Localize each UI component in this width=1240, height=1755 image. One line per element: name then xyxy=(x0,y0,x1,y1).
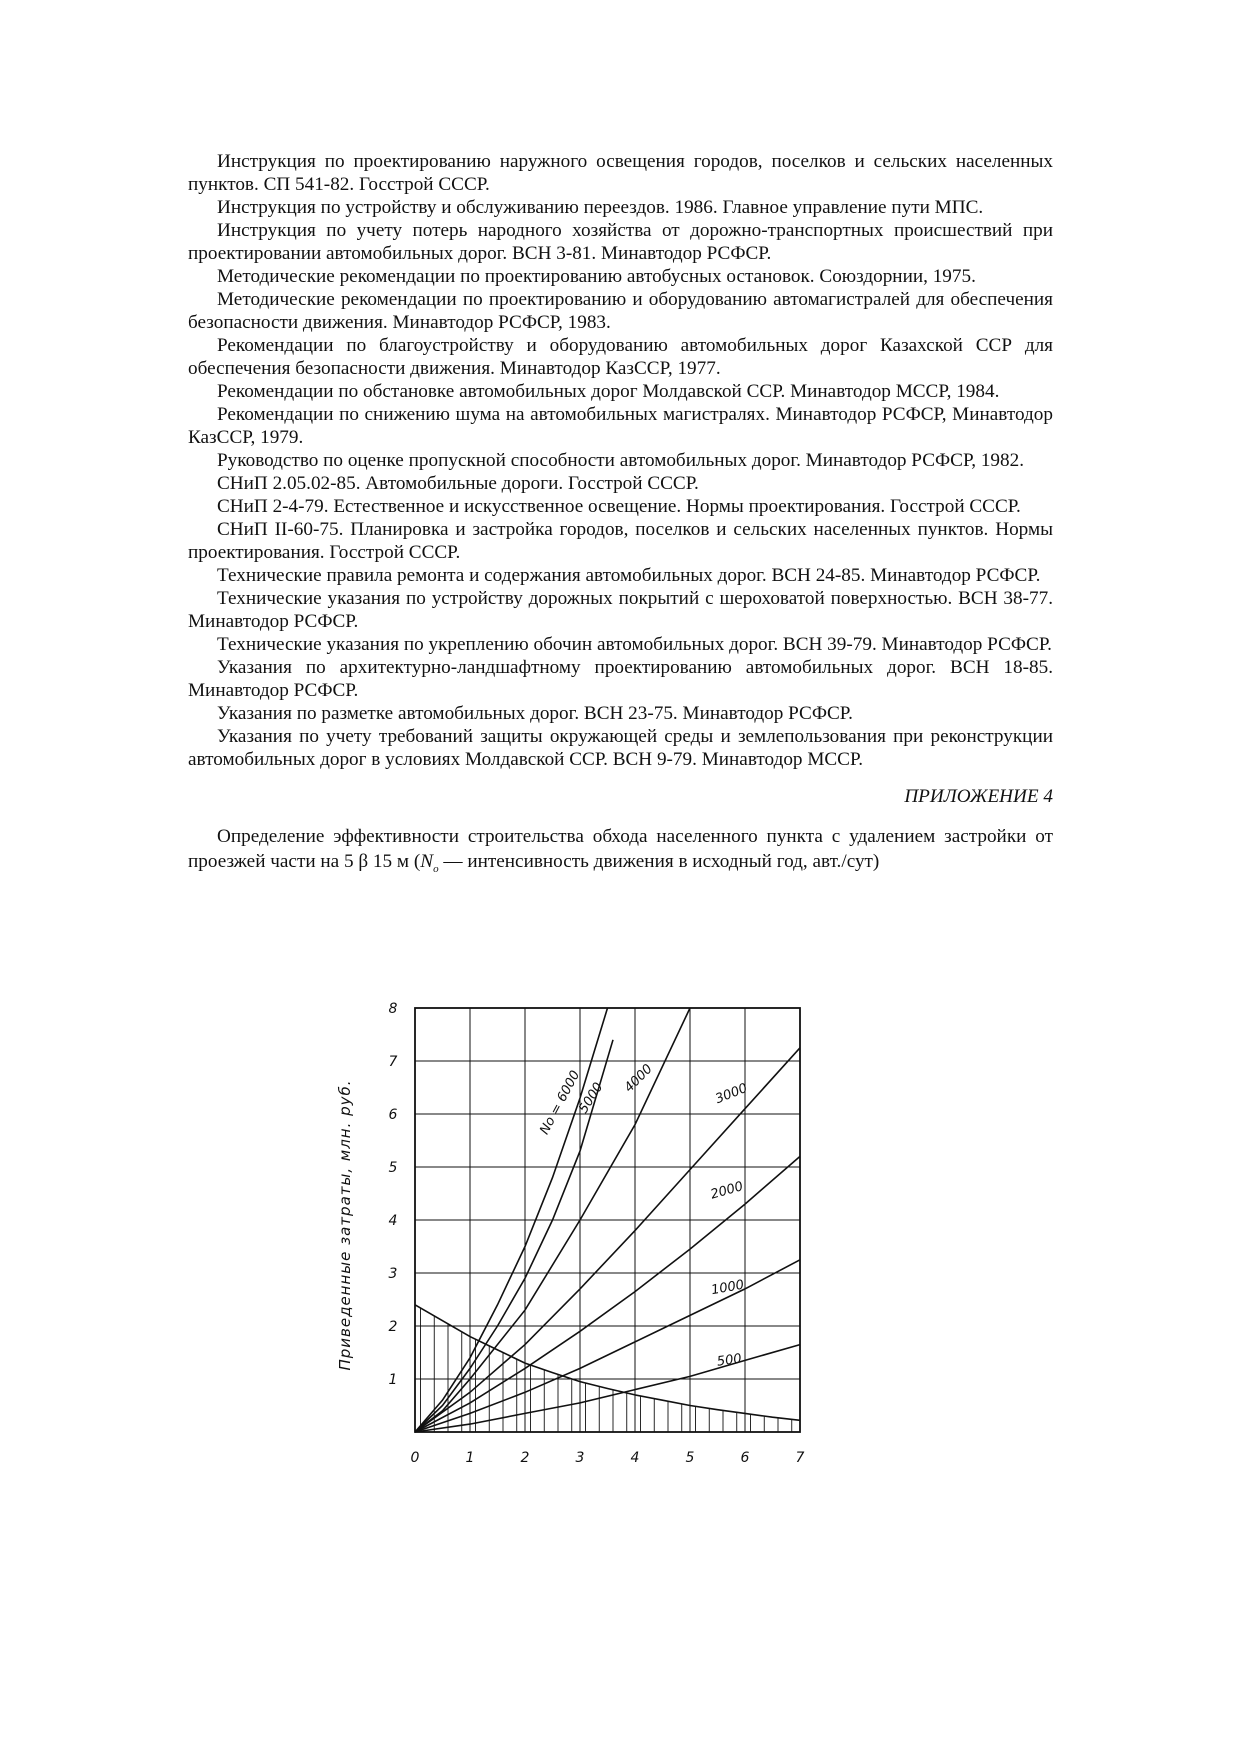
curve-label: 5000 xyxy=(576,1080,607,1117)
series-line xyxy=(415,1305,800,1421)
reference-item: Рекомендации по обстановке автомобильных дорог Молдавской ССР. Минавтодор МССР, 1984. xyxy=(217,381,1000,402)
x-tick-label: 7 xyxy=(795,1450,805,1466)
x-tick-label: 6 xyxy=(740,1450,750,1466)
x-tick-label: 1 xyxy=(465,1450,475,1466)
reference-item: Указания по архитектурно-ландшафтному проектированию автомобильных дорог. ВСН 18-85. Минавтодор РСФСР. xyxy=(188,657,1053,701)
x-tick-label: 0 xyxy=(410,1450,420,1466)
x-tick-label: 3 xyxy=(575,1450,585,1466)
curve-label: 1000 xyxy=(710,1277,746,1299)
reference-item: СНиП 2.05.02-85. Автомобильные дороги. Госстрой СССР. xyxy=(217,473,699,494)
curve-label: 3000 xyxy=(713,1080,750,1108)
reference-item: Методические рекомендации по проектированию и оборудованию автомагистралей для обеспечения безопасности движения. Минавтодор РСФСР, 1983. xyxy=(188,289,1053,333)
reference-item: Технические правила ремонта и содержания автомобильных дорог. ВСН 24-85. Минавтодор РСФСР. xyxy=(217,565,1041,586)
curve-label: 4000 xyxy=(621,1061,656,1096)
reference-item: СНиП 2-4-79. Естественное и искусственное освещение. Нормы проектирования. Госстрой СССР. xyxy=(217,496,1021,517)
y-tick-label: 4 xyxy=(388,1213,398,1229)
reference-item: Технические указания по укреплению обочин автомобильных дорог. ВСН 39-79. Минавтодор РСФСР. xyxy=(217,634,1052,655)
cost-chart xyxy=(320,1000,920,1620)
curve-label: 2000 xyxy=(708,1179,745,1203)
y-axis-label: Приведенные затраты, млн. руб. xyxy=(336,1079,354,1371)
y-tick-label: 7 xyxy=(388,1054,398,1070)
y-tick-label: 1 xyxy=(388,1372,398,1388)
caption-text-after: — интенсивность движения в исходный год, авт./сут) xyxy=(438,851,880,872)
x-tick-label: 2 xyxy=(520,1450,530,1466)
y-tick-label: 3 xyxy=(388,1266,398,1282)
caption-symbol: $N_o$ xyxy=(420,851,439,875)
curve-label: 500 xyxy=(715,1351,743,1370)
curve-label: No = 6000 xyxy=(537,1068,584,1138)
document-body xyxy=(188,150,1053,882)
reference-item: Технические указания по устройству дорожных покрытий с шероховатой поверхностью. ВСН 38-77. Минавтодор РСФСР. xyxy=(188,588,1053,632)
reference-item: Указания по разметке автомобильных дорог. ВСН 23-75. Минавтодор РСФСР. xyxy=(217,703,853,724)
reference-item: Инструкция по проектированию наружного освещения городов, поселков и сельских населенных пунктов. СП 541-82. Госстрой СССР. xyxy=(188,151,1053,195)
x-tick-label: 4 xyxy=(630,1450,640,1466)
y-tick-label: 6 xyxy=(388,1107,398,1123)
reference-item: Инструкция по устройству и обслуживанию переездов. 1986. Главное управление пути МПС. xyxy=(217,197,984,218)
y-tick-label: 2 xyxy=(388,1319,398,1335)
appendix-title: ПРИЛОЖЕНИЕ 4 xyxy=(904,786,1053,807)
y-tick-label: 5 xyxy=(388,1160,398,1176)
reference-item: Указания по учету требований защиты окружающей среды и землепользования при реконструкции автомобильных дорог в условиях Молдавской ССР. ВСН 9-79. Минавтодор МССР. xyxy=(188,726,1053,770)
reference-item: Руководство по оценке пропускной способности автомобильных дорог. Минавтодор РСФСР, 1982. xyxy=(217,450,1024,471)
caption-text-before: Определение эффективности строительства обхода населенного пункта с удалением застройки от проезжей части на 5 β 15 м ( xyxy=(188,826,1053,872)
reference-item: Рекомендации по снижению шума на автомобильных магистралях. Минавтодор РСФСР, Минавтодор КазССР, 1979. xyxy=(188,404,1053,448)
y-tick-label: 8 xyxy=(388,1001,398,1017)
reference-list xyxy=(188,150,1053,771)
reference-item: Методические рекомендации по проектированию автобусных остановок. Союздорнии, 1975. xyxy=(217,266,976,287)
figure-caption xyxy=(188,824,1053,882)
x-tick-label: 5 xyxy=(685,1450,695,1466)
reference-item: СНиП II-60-75. Планировка и застройка городов, поселков и сельских населенных пунктов. Нормы проектирования. Госстрой СССР. xyxy=(188,519,1053,563)
chart-figure xyxy=(320,1000,920,1620)
reference-item: Инструкция по учету потерь народного хозяйства от дорожно-транспортных происшествий при проектировании автомобильных дорог. ВСН 3-81. Минавтодор РСФСР. xyxy=(188,220,1053,264)
reference-item: Рекомендации по благоустройству и оборудованию автомобильных дорог Казахской ССР для обеспечения безопасности движения. Минавтодор КазССР, 1977. xyxy=(188,335,1053,379)
